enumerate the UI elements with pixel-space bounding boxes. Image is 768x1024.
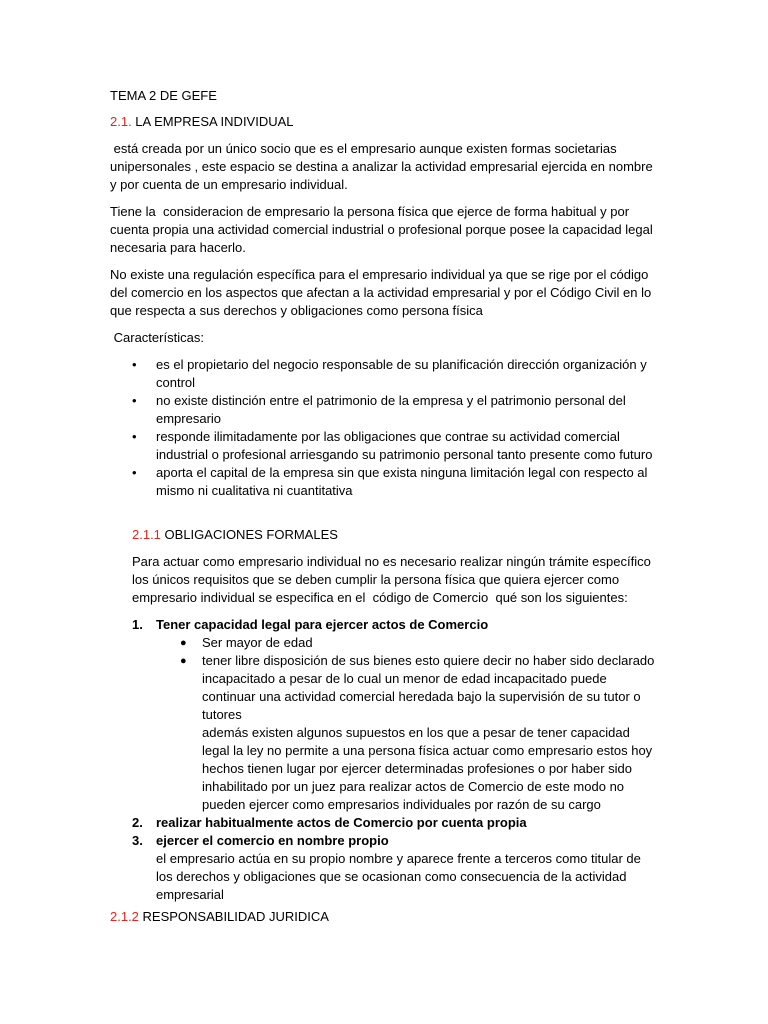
section-number: 2.1. — [110, 114, 132, 129]
sub-list-item — [156, 634, 658, 652]
list-item-text: responde ilimitadamente por las obligaciones que contrae su actividad comercial industrial o profesional arriesgando su patrimonio personal tanto presente como futuro — [156, 429, 653, 462]
item-number: 2. — [132, 815, 143, 830]
item-body: el empresario actúa en su propio nombre y aparece frente a terceros como titular de los derechos y obligaciones que se ocasionan como consecuencia de la actividad empresarial — [156, 851, 641, 902]
section-2-1-heading — [110, 113, 658, 131]
sub-list — [156, 634, 658, 724]
bullet-icon: • — [132, 429, 137, 444]
sub-list-item-text: tener libre disposición de sus bienes esto quiere decir no haber sido declarado incapacitado a pesar de lo cual un menor de edad incapacitado puede continuar una actividad comercial heredada bajo la supervisión de su tutor o tutores — [202, 653, 655, 722]
bullet-icon: • — [132, 393, 137, 408]
bullet-icon: • — [132, 465, 137, 480]
section-number: 2.1.1 — [132, 527, 161, 542]
requirements-list — [110, 616, 658, 904]
item-note: además existen algunos supuestos en los que a pesar de tener capacidad legal la ley no permite a una persona física actuar como empresario estos hoy hechos tienen lugar por ejercer determinadas profesiones o por haber sido inhabilitado por un juez para realizar actos de Comercio de este modo no pueden ejercer como empresarios individuales por razón de su cargo — [202, 725, 653, 812]
list-item — [110, 392, 658, 428]
item-number: 1. — [132, 617, 143, 632]
bullet-icon: ● — [180, 637, 187, 649]
characteristics-list — [110, 356, 658, 500]
bullet-icon: • — [132, 357, 137, 372]
paragraph: No existe una regulación específica para el empresario individual ya que se rige por el código del comercio en los aspectos que afectan a la actividad empresarial y por el Código Civil en lo que respecta a sus derechos y obligaciones como persona física — [110, 267, 655, 318]
paragraph: Tiene la consideracion de empresario la persona física que ejerce de forma habitual y por cuenta propia una actividad comercial industrial o profesional porque posee la capacidad legal necesaria para hacerlo. — [110, 204, 657, 255]
numbered-item — [110, 616, 658, 814]
sub-list-item — [156, 652, 658, 724]
paragraph: está creada por un único socio que es el empresario aunque existen formas societarias unipersonales , este espacio se destina a analizar la actividad empresarial ejercida en nombre y por cuenta de un empresario individual. — [110, 141, 657, 192]
list-item — [110, 428, 658, 464]
section-number: 2.1.2 — [110, 909, 139, 924]
item-title: ejercer el comercio en nombre propio — [156, 833, 389, 848]
list-item — [110, 356, 658, 392]
item-title: realizar habitualmente actos de Comercio por cuenta propia — [156, 815, 527, 830]
item-number: 3. — [132, 833, 143, 848]
list-item — [110, 464, 658, 500]
list-item-text: aporta el capital de la empresa sin que exista ninguna limitación legal con respecto al mismo ni cualitativa ni cuantitativa — [156, 465, 648, 498]
list-item-text: es el propietario del negocio responsable de su planificación dirección organización y control — [156, 357, 647, 390]
paragraph: Para actuar como empresario individual no es necesario realizar ningún trámite específico los únicos requisitos que se deben cumplir la persona física que quiera ejercer como empresario individual se especifica en el código de Comercio qué son los siguientes: — [132, 554, 655, 605]
section-title: OBLIGACIONES FORMALES — [160, 527, 338, 542]
section-2-1-2-heading — [110, 908, 658, 926]
list-item-text: no existe distinción entre el patrimonio de la empresa y el patrimonio personal del empresario — [156, 393, 626, 426]
sub-list-item-text: Ser mayor de edad — [202, 635, 313, 650]
item-title: Tener capacidad legal para ejercer actos de Comercio — [156, 617, 489, 632]
document-title: TEMA 2 DE GEFE — [110, 88, 217, 103]
bullet-icon: ● — [180, 655, 187, 667]
section-2-1-1-heading — [132, 526, 658, 544]
numbered-item — [110, 832, 658, 904]
section-title: RESPONSABILIDAD JURIDICA — [138, 909, 329, 924]
characteristics-label: Características: — [110, 330, 204, 345]
numbered-item — [110, 814, 658, 832]
section-title: LA EMPRESA INDIVIDUAL — [131, 114, 294, 129]
